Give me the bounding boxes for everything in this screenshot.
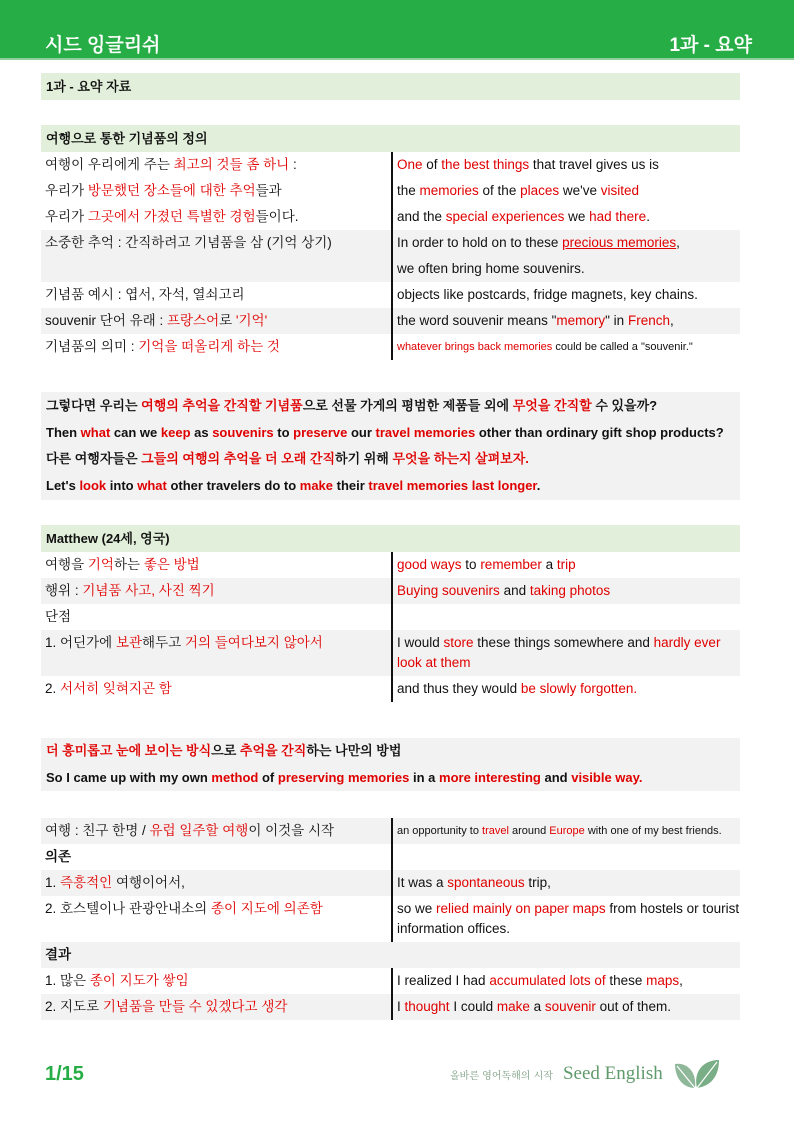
table-row <box>41 604 740 630</box>
text-line <box>397 896 740 942</box>
highlight-text: preserve <box>293 424 348 440</box>
highlight-text: travel <box>482 825 509 837</box>
english-cell <box>391 230 740 282</box>
english-cell <box>391 604 740 630</box>
korean-cell <box>41 818 391 844</box>
highlight-text: be slowly forgotten. <box>520 681 638 696</box>
highlight-text: whatever brings back memories <box>397 341 553 353</box>
text-line <box>397 578 740 604</box>
highlight-text: memories <box>419 183 479 198</box>
text-line <box>45 968 391 994</box>
table-row <box>41 178 740 204</box>
highlight-text: 종이 지도가 쌓임 <box>89 973 189 988</box>
text-segment: and the <box>397 209 446 224</box>
text-segment: 하기 위해 <box>335 451 393 466</box>
text-segment: out of them. <box>595 999 671 1014</box>
text-segment: to <box>461 557 481 572</box>
text-segment: 기념품의 의미 : <box>45 339 139 354</box>
text-segment: Let's <box>46 477 80 493</box>
table-row <box>41 994 740 1020</box>
table-row <box>41 676 740 702</box>
highlight-text: look <box>79 477 107 493</box>
text-line <box>45 844 391 870</box>
text-segment: we often bring home souvenirs. <box>397 261 585 276</box>
korean-cell <box>41 676 391 702</box>
text-segment: . <box>646 209 650 224</box>
section-story <box>41 818 740 1020</box>
text-segment: . <box>536 477 541 493</box>
text-segment: 하는 나만의 방법 <box>306 743 402 758</box>
english-cell <box>391 844 740 870</box>
text-segment: we've <box>559 183 601 198</box>
english-cell <box>391 204 740 230</box>
text-segment: a <box>529 999 545 1014</box>
highlight-text: 기념품을 만들 수 있겠다고 생각 <box>102 999 288 1014</box>
text-line <box>397 334 740 360</box>
highlight-text: visited <box>600 183 639 198</box>
english-cell <box>391 870 740 896</box>
text-segment: 단점 <box>45 609 72 624</box>
text-line <box>45 282 391 308</box>
highlight-text: make <box>299 477 334 493</box>
highlight-text: 그들의 여행의 추억을 더 오래 간직 <box>141 451 336 466</box>
english-cell <box>391 552 740 578</box>
table-row <box>41 552 740 578</box>
highlight-text: French <box>627 313 670 328</box>
highlight-text: accumulated lots of <box>489 973 606 988</box>
highlight-text: 기억을 떠올리게 하는 것 <box>138 339 280 354</box>
text-segment: so we <box>397 901 437 916</box>
text-segment: these things somewhere and <box>473 635 654 650</box>
text-segment: these <box>605 973 647 988</box>
text-segment: So I came up with my own <box>46 769 212 785</box>
text-segment: from hostels or tourist information offices. <box>397 901 740 936</box>
english-cell <box>391 994 740 1020</box>
table-row <box>41 968 740 994</box>
leaf-icon <box>673 1058 721 1090</box>
text-line <box>45 152 391 178</box>
korean-cell <box>41 844 391 870</box>
english-cell <box>391 578 740 604</box>
text-line <box>46 420 735 447</box>
highlight-text: method <box>211 769 259 785</box>
table-row <box>41 204 740 230</box>
table-row <box>41 630 740 676</box>
highlight-text: store <box>443 635 474 650</box>
highlight-text: relied mainly on paper maps <box>436 901 606 916</box>
table-row <box>41 578 740 604</box>
text-segment: , <box>679 973 683 988</box>
text-line <box>397 552 740 578</box>
table-row <box>41 152 740 178</box>
text-segment: a <box>541 557 557 572</box>
text-line <box>397 604 740 630</box>
brand-name: Seed English <box>562 1063 663 1084</box>
highlight-text: the best things <box>441 157 530 172</box>
highlight-text: 유럽 일주할 여행 <box>149 823 249 838</box>
table-row <box>41 870 740 896</box>
english-cell <box>391 968 740 994</box>
text-segment: of the <box>478 183 521 198</box>
text-segment: 1. 어딘가에 <box>45 635 116 650</box>
page-header <box>0 0 794 60</box>
text-line <box>45 942 391 968</box>
text-segment: 1. 많은 <box>45 973 90 988</box>
text-segment: could be called a "souvenir." <box>552 341 693 353</box>
highlight-text: 거의 들여다보지 않아서 <box>184 635 323 650</box>
section-matthew <box>41 525 740 702</box>
text-line <box>397 282 740 308</box>
text-segment: and thus they would <box>397 681 521 696</box>
korean-cell <box>41 552 391 578</box>
highlight-text: 종이 지도에 의존함 <box>210 901 323 916</box>
text-segment: 들이다. <box>255 209 299 224</box>
korean-cell <box>41 604 391 630</box>
text-line <box>45 308 391 334</box>
text-line <box>46 765 735 792</box>
text-line <box>45 204 391 230</box>
text-line <box>397 178 740 204</box>
highlight-text: what <box>80 424 111 440</box>
highlight-text: '기억' <box>235 313 268 328</box>
text-segment: It was a <box>397 875 448 890</box>
brand-tagline: 올바른 영어독해의 시작 <box>450 1070 553 1082</box>
text-line <box>397 818 740 844</box>
highlight-text: souvenir <box>544 999 596 1014</box>
text-segment: I could <box>449 999 497 1014</box>
highlight-text: 서서히 잊혀지곤 함 <box>60 681 172 696</box>
highlight-text: One <box>397 157 423 172</box>
text-segment: trip, <box>524 875 551 890</box>
highlight-text: keep <box>160 424 191 440</box>
highlight-text: hardly ever look at them <box>397 635 721 670</box>
highlight-text: 더 흥미롭고 눈에 보이는 방식 <box>46 743 212 758</box>
highlight-text: 즉흥적인 <box>60 875 113 890</box>
section-heading: Matthew (24세, 영국) <box>41 525 740 552</box>
text-segment: to <box>273 424 294 440</box>
header-title: 시드 잉글리쉬 <box>45 35 161 56</box>
text-line <box>397 844 740 870</box>
highlight-text: souvenirs <box>212 424 274 440</box>
table-row <box>41 818 740 844</box>
text-line <box>45 818 391 844</box>
table-row <box>41 230 740 282</box>
korean-cell <box>41 282 391 308</box>
highlight-text: travel memories last longer <box>368 477 537 493</box>
text-segment: into <box>106 477 138 493</box>
definition-table <box>41 152 740 360</box>
text-segment: that travel gives us is <box>529 157 659 172</box>
korean-cell <box>41 942 391 968</box>
text-segment: we <box>564 209 590 224</box>
text-line <box>397 676 740 702</box>
highlight-text: memory <box>556 313 606 328</box>
highlight-text: had there <box>589 209 647 224</box>
table-row <box>41 282 740 308</box>
highlight-text: 프랑스어 <box>166 313 220 328</box>
text-segment: their <box>333 477 369 493</box>
text-segment: 해두고 <box>142 635 185 650</box>
text-segment: 행위 : <box>45 583 83 598</box>
english-cell <box>391 334 740 360</box>
highlight-text: special experiences <box>445 209 565 224</box>
korean-cell <box>41 204 391 230</box>
highlight-text: 방문했던 장소들에 대한 추억 <box>87 183 256 198</box>
highlight-text: 기념품 사고, 사진 찍기 <box>82 583 215 598</box>
text-segment: other travelers do to <box>166 477 300 493</box>
text-segment: objects like postcards, fridge magnets, key chains. <box>397 287 698 302</box>
intro-box <box>41 392 740 500</box>
highlight-text: 기억 <box>87 557 114 572</box>
english-cell <box>391 308 740 334</box>
highlight-text: 무엇을 간직할 <box>512 398 592 413</box>
brand-logo <box>450 1058 721 1090</box>
text-segment: In order to hold on to these <box>397 235 563 250</box>
korean-cell <box>41 308 391 334</box>
text-segment: : <box>289 157 297 172</box>
korean-cell <box>41 896 391 942</box>
text-segment: 2. 호스텔이나 관광안내소의 <box>45 901 211 916</box>
highlight-text: travel memories <box>375 424 476 440</box>
text-segment: , <box>669 313 674 328</box>
highlight-text: remember <box>480 557 542 572</box>
text-segment: 의존 <box>45 849 72 864</box>
text-segment: the word souvenir means " <box>397 313 557 328</box>
story-table <box>41 818 740 1020</box>
text-segment: and <box>499 583 530 598</box>
text-segment: 하는 <box>113 557 144 572</box>
text-segment: I realized I had <box>397 973 490 988</box>
highlight-text: trip <box>556 557 576 572</box>
table-row <box>41 334 740 360</box>
text-line <box>45 178 391 204</box>
text-line <box>397 968 740 994</box>
text-segment: 기념품 예시 : 엽서, 자석, 열쇠고리 <box>45 287 245 302</box>
highlight-text: 여행의 추억을 간직할 기념품 <box>141 398 303 413</box>
english-cell <box>391 896 740 942</box>
english-cell <box>391 282 740 308</box>
text-segment: 여행이어서, <box>112 875 185 890</box>
highlight-text: Buying souvenirs <box>397 583 500 598</box>
highlight-text: visible way. <box>571 769 643 785</box>
section-definition <box>41 125 740 360</box>
highlight-text: 보관 <box>115 635 143 650</box>
text-segment: the <box>397 183 420 198</box>
summary-title: 1과 - 요약 자료 <box>41 73 740 100</box>
text-segment: and <box>540 769 572 785</box>
text-line <box>397 994 740 1020</box>
english-cell <box>391 676 740 702</box>
text-line <box>45 578 391 604</box>
text-line <box>397 308 740 334</box>
text-segment: souvenir 단어 유래 : <box>45 313 167 328</box>
text-line <box>397 256 740 282</box>
korean-cell <box>41 630 391 676</box>
highlight-text: places <box>520 183 560 198</box>
highlight-text: taking photos <box>529 583 611 598</box>
text-line <box>45 552 391 578</box>
highlight-text: spontaneous <box>447 875 525 890</box>
text-line <box>46 473 735 500</box>
korean-cell <box>41 968 391 994</box>
text-segment: 여행 : 친구 한명 / <box>45 823 150 838</box>
text-segment: 으로 <box>211 743 240 758</box>
text-segment: can we <box>110 424 161 440</box>
text-segment: , <box>676 235 680 250</box>
text-segment: I <box>397 999 405 1014</box>
text-line <box>45 676 391 702</box>
text-segment: I would <box>397 635 444 650</box>
section-heading: 여행으로 통한 기념품의 정의 <box>41 125 740 152</box>
text-segment: 여행이 우리에게 주는 <box>45 157 174 172</box>
text-segment: Then <box>46 424 81 440</box>
text-segment: 그렇다면 우리는 <box>46 398 142 413</box>
text-segment: other than ordinary gift shop products? <box>475 424 724 440</box>
highlight-text: make <box>496 999 530 1014</box>
korean-cell <box>41 994 391 1020</box>
english-cell <box>391 152 740 178</box>
highlight-text: 그곳에서 가졌던 특별한 경험 <box>87 209 256 224</box>
text-segment: 여행을 <box>45 557 88 572</box>
text-segment: 이 이것을 시작 <box>248 823 335 838</box>
highlight-text: more interesting <box>439 769 541 785</box>
korean-cell <box>41 870 391 896</box>
text-line <box>45 230 391 256</box>
highlight-text: good ways <box>397 557 462 572</box>
table-row <box>41 844 740 870</box>
highlight-text: 추억을 간직 <box>239 743 307 758</box>
text-segment: 다른 여행자들은 <box>46 451 142 466</box>
highlight-text: Europe <box>549 825 585 837</box>
text-segment: 우리가 <box>45 183 88 198</box>
text-segment: " in <box>605 313 628 328</box>
text-segment: 수 있을까? <box>591 398 658 413</box>
text-line <box>45 994 391 1020</box>
text-segment: 2. 지도로 <box>45 999 103 1014</box>
text-line <box>397 630 740 676</box>
text-line <box>397 152 740 178</box>
text-line <box>45 630 391 662</box>
highlight-text: preserving memories <box>277 769 410 785</box>
text-segment: 으로 선물 가게의 평범한 제품들 외에 <box>302 398 513 413</box>
text-segment: 로 <box>219 313 236 328</box>
text-segment: 들과 <box>255 183 282 198</box>
text-line <box>46 393 735 420</box>
text-segment: 우리가 <box>45 209 88 224</box>
text-line <box>45 334 391 360</box>
highlight-text: what <box>137 477 167 493</box>
text-line <box>46 446 735 473</box>
highlight-text: maps <box>646 973 680 988</box>
highlight-text: precious memories <box>562 235 677 250</box>
korean-cell <box>41 230 391 282</box>
table-row <box>41 308 740 334</box>
text-line <box>397 942 740 968</box>
matthew-table <box>41 552 740 702</box>
text-line <box>397 870 740 896</box>
korean-cell <box>41 152 391 178</box>
page-number: 1/15 <box>45 1063 84 1085</box>
text-segment: 결과 <box>45 947 72 962</box>
text-line <box>45 870 391 896</box>
highlight-text: 최고의 것들 좀 하니 <box>173 157 290 172</box>
text-line <box>46 738 735 765</box>
text-line <box>397 204 740 230</box>
english-cell <box>391 818 740 844</box>
text-segment: as <box>190 424 213 440</box>
text-segment: around <box>508 825 550 837</box>
method-box <box>41 738 740 791</box>
text-segment: 소중한 추억 : 간직하려고 기념품을 삼 (기억 상기) <box>45 235 332 250</box>
korean-cell <box>41 178 391 204</box>
text-line <box>45 896 391 928</box>
text-segment: our <box>347 424 376 440</box>
text-segment: 1. <box>45 875 61 890</box>
header-lesson: 1과 - 요약 <box>669 35 752 56</box>
english-cell <box>391 942 740 968</box>
highlight-text: thought <box>404 999 450 1014</box>
text-segment: an opportunity to <box>397 825 483 837</box>
highlight-text: 좋은 방법 <box>143 557 200 572</box>
korean-cell <box>41 578 391 604</box>
text-line <box>45 604 391 630</box>
table-row <box>41 942 740 968</box>
text-segment: in a <box>409 769 440 785</box>
text-segment: of <box>258 769 278 785</box>
text-line <box>397 230 740 256</box>
text-segment: 2. <box>45 681 61 696</box>
highlight-text: 무엇을 하는지 살펴보자. <box>392 451 529 466</box>
text-segment: of <box>422 157 442 172</box>
english-cell <box>391 630 740 676</box>
korean-cell <box>41 334 391 360</box>
table-row <box>41 896 740 942</box>
text-segment: with one of my best friends. <box>584 825 722 837</box>
english-cell <box>391 178 740 204</box>
